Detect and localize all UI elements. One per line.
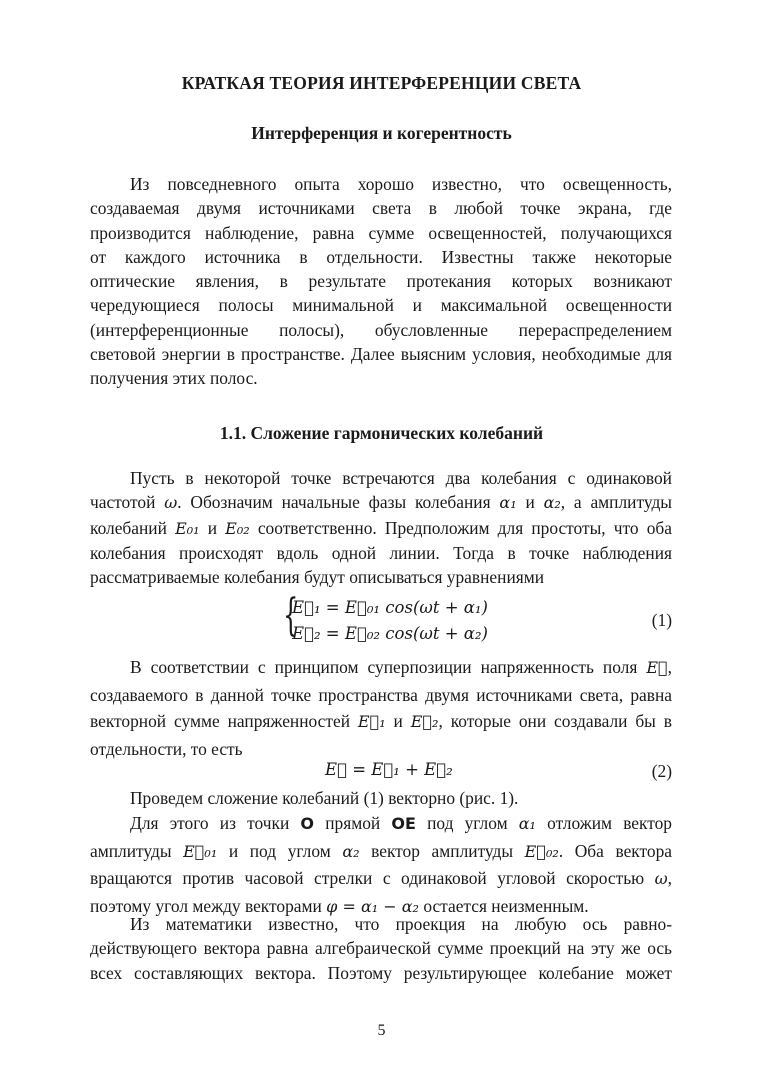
text-line: амплитуды E⃗₀₁ и под углом α₂ вектор амплитуды E⃗₀₂. Оба вектора — [90, 840, 672, 861]
alpha2-symbol: α₂ — [543, 493, 561, 513]
intro-paragraph — [90, 172, 672, 391]
page-title: КРАТКАЯ ТЕОРИЯ ИНТЕРФЕРЕНЦИИ СВЕТА — [181, 73, 582, 93]
E01-vector-symbol: E⃗₀₁ — [183, 841, 218, 861]
equation-brace: { — [283, 590, 299, 641]
text-line: колебаний E₀₁ и E₀₂ соответственно. Предположим для простоты, что оба — [90, 517, 672, 538]
equation-2: E⃗ = E⃗₁ + E⃗₂ — [325, 760, 453, 779]
text-line: от каждого источника в отдельности. Известны также некоторые — [90, 246, 672, 267]
text-line: чередующиеся полосы минимальной и максимальной освещенности — [90, 295, 672, 316]
text-line: создаваемого в данной точке пространства двумя источниками света, равна — [90, 684, 672, 705]
text-line: производится наблюдение, равна сумме освещенностей, получающихся — [90, 222, 672, 243]
omega-symbol: ω — [164, 493, 178, 513]
section-title: 1.1. Сложение гармонических колебаний — [219, 423, 544, 443]
text-line: поэтому угол между векторами φ = α₁ − α₂ остается неизменным. — [90, 895, 589, 916]
E01-symbol: E₀₁ — [175, 518, 200, 538]
text-line: оптические явления, в результате протекания которых возникают — [90, 271, 672, 292]
text-line: колебания происходят вдоль одной линии. Тогда в точке наблюдения — [90, 542, 672, 563]
page-number: 5 — [377, 1022, 386, 1039]
paragraph-vector-construction — [90, 810, 672, 920]
text-line: частотой ω. Обозначим начальные фазы колебания α₁ и α₂, а амплитуды — [90, 492, 672, 513]
text-line: В соответствии с принципом суперпозиции напряженность поля E⃗, — [130, 657, 672, 677]
paragraph-oscillations — [90, 466, 672, 589]
point-O-symbol: O — [300, 814, 315, 833]
equation-1-line-2: E⃗₂ = E⃗₀₂ cos(ωt + α₂) — [292, 624, 488, 643]
equation-1-number: (1) — [651, 610, 672, 630]
text-line: Проведем сложение колебаний (1) векторно (рис. 1). — [130, 788, 519, 808]
text-line: Из повседневного опыта хорошо известно, что освещенность, — [130, 174, 672, 194]
text-line: Для этого из точки O прямой OE под углом α₁ отложим вектор — [130, 813, 673, 833]
subsection-title: Интерференция и когерентность — [251, 123, 512, 143]
text-line: (интерференционные полосы), обусловленные перераспределением — [90, 319, 672, 340]
text-line: Пусть в некоторой точке встречаются два колебания с одинаковой — [130, 468, 672, 488]
text-line: действующего вектора равна алгебраической сумме проекций на эту же ось — [90, 938, 672, 959]
text-line: отдельности, то есть — [90, 738, 243, 759]
paragraph-vector-addition — [90, 786, 672, 810]
alpha1-symbol: α₁ — [518, 814, 536, 833]
text-line: вращаются против часовой стрелки с одинаковой угловой скоростью ω, — [90, 868, 672, 888]
E-vector-symbol: E⃗ — [646, 658, 668, 677]
text-line: получения этих полос. — [90, 368, 258, 389]
text-line: световой энергии в пространстве. Далее выясним условия, необходимые для — [90, 344, 672, 365]
text-line: всех составляющих вектора. Поэтому результирующее колебание может — [90, 962, 672, 983]
text-line: создаваемая двумя источниками света в любой точке экрана, где — [90, 198, 672, 219]
paragraph-superposition — [90, 654, 672, 762]
phi-formula: φ = α₁ − α₂ — [326, 896, 419, 916]
E02-vector-symbol: E⃗₀₂ — [524, 841, 559, 861]
text-line: векторной сумме напряженностей E⃗₁ и E⃗₂, которые они создавали бы в — [90, 711, 672, 731]
equation-1-line-1: E⃗₁ = E⃗₀₁ cos(ωt + α₁) — [292, 598, 488, 617]
paragraph-projection — [90, 912, 672, 985]
E1-vector-symbol: E⃗₁ — [357, 712, 386, 731]
E02-symbol: E₀₂ — [225, 518, 250, 538]
text-line: Из математики известно, что проекция на любую ось равно- — [130, 914, 672, 934]
line-OE-symbol: OE — [391, 814, 416, 833]
alpha2-symbol: α₂ — [342, 841, 360, 861]
equation-2-number: (2) — [651, 761, 672, 781]
text-line: рассматриваемые колебания будут описываться уравнениями — [90, 567, 545, 588]
omega-symbol: ω — [654, 869, 668, 888]
alpha1-symbol: α₁ — [499, 493, 517, 513]
E2-vector-symbol: E⃗₂ — [410, 712, 439, 731]
